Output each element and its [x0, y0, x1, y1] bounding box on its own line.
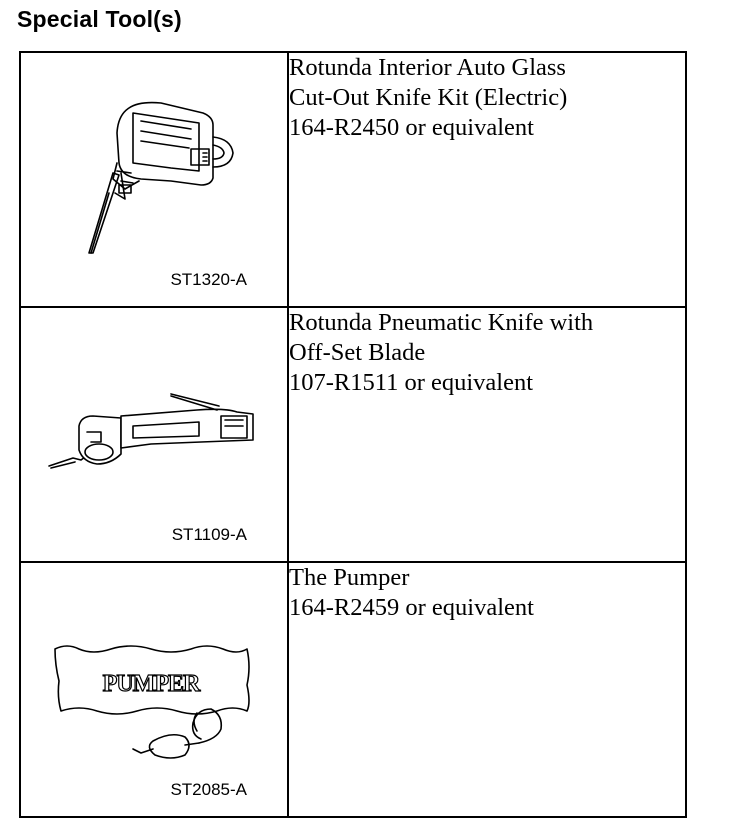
tool-code: ST2085-A	[170, 780, 247, 799]
tool-description-line: Rotunda Pneumatic Knife with	[289, 309, 594, 336]
table-row	[20, 562, 686, 817]
page-title: Special Tool(s)	[17, 6, 182, 32]
tool-part-number: 164-R2459 or equivalent	[289, 594, 534, 621]
tool-code: ST1109-A	[171, 525, 247, 544]
tool-description-line: Off-Set Blade	[289, 339, 426, 366]
tool-part-number: 107-R1511 or equivalent	[289, 369, 534, 396]
electric-knife-icon	[21, 53, 287, 306]
table-row	[20, 307, 686, 562]
special-tools-table	[19, 51, 687, 818]
pumper-bag-icon	[21, 563, 287, 816]
pneumatic-knife-icon	[21, 308, 287, 561]
tool-description-cell	[288, 562, 686, 817]
tool-illustration-cell	[20, 562, 288, 817]
tool-description-cell	[288, 52, 686, 307]
tool-code: ST1320-A	[170, 270, 247, 289]
tool-description-line: Cut-Out Knife Kit (Electric)	[289, 84, 568, 111]
tool-description-line: Rotunda Interior Auto Glass	[289, 54, 566, 81]
table-row	[20, 52, 686, 307]
pumper-label: PUMPER	[102, 671, 200, 697]
tool-illustration-cell	[20, 307, 288, 562]
tool-description-cell	[288, 307, 686, 562]
tool-description-line: The Pumper	[289, 564, 410, 591]
tool-part-number: 164-R2450 or equivalent	[289, 114, 534, 141]
tool-illustration-cell	[20, 52, 288, 307]
